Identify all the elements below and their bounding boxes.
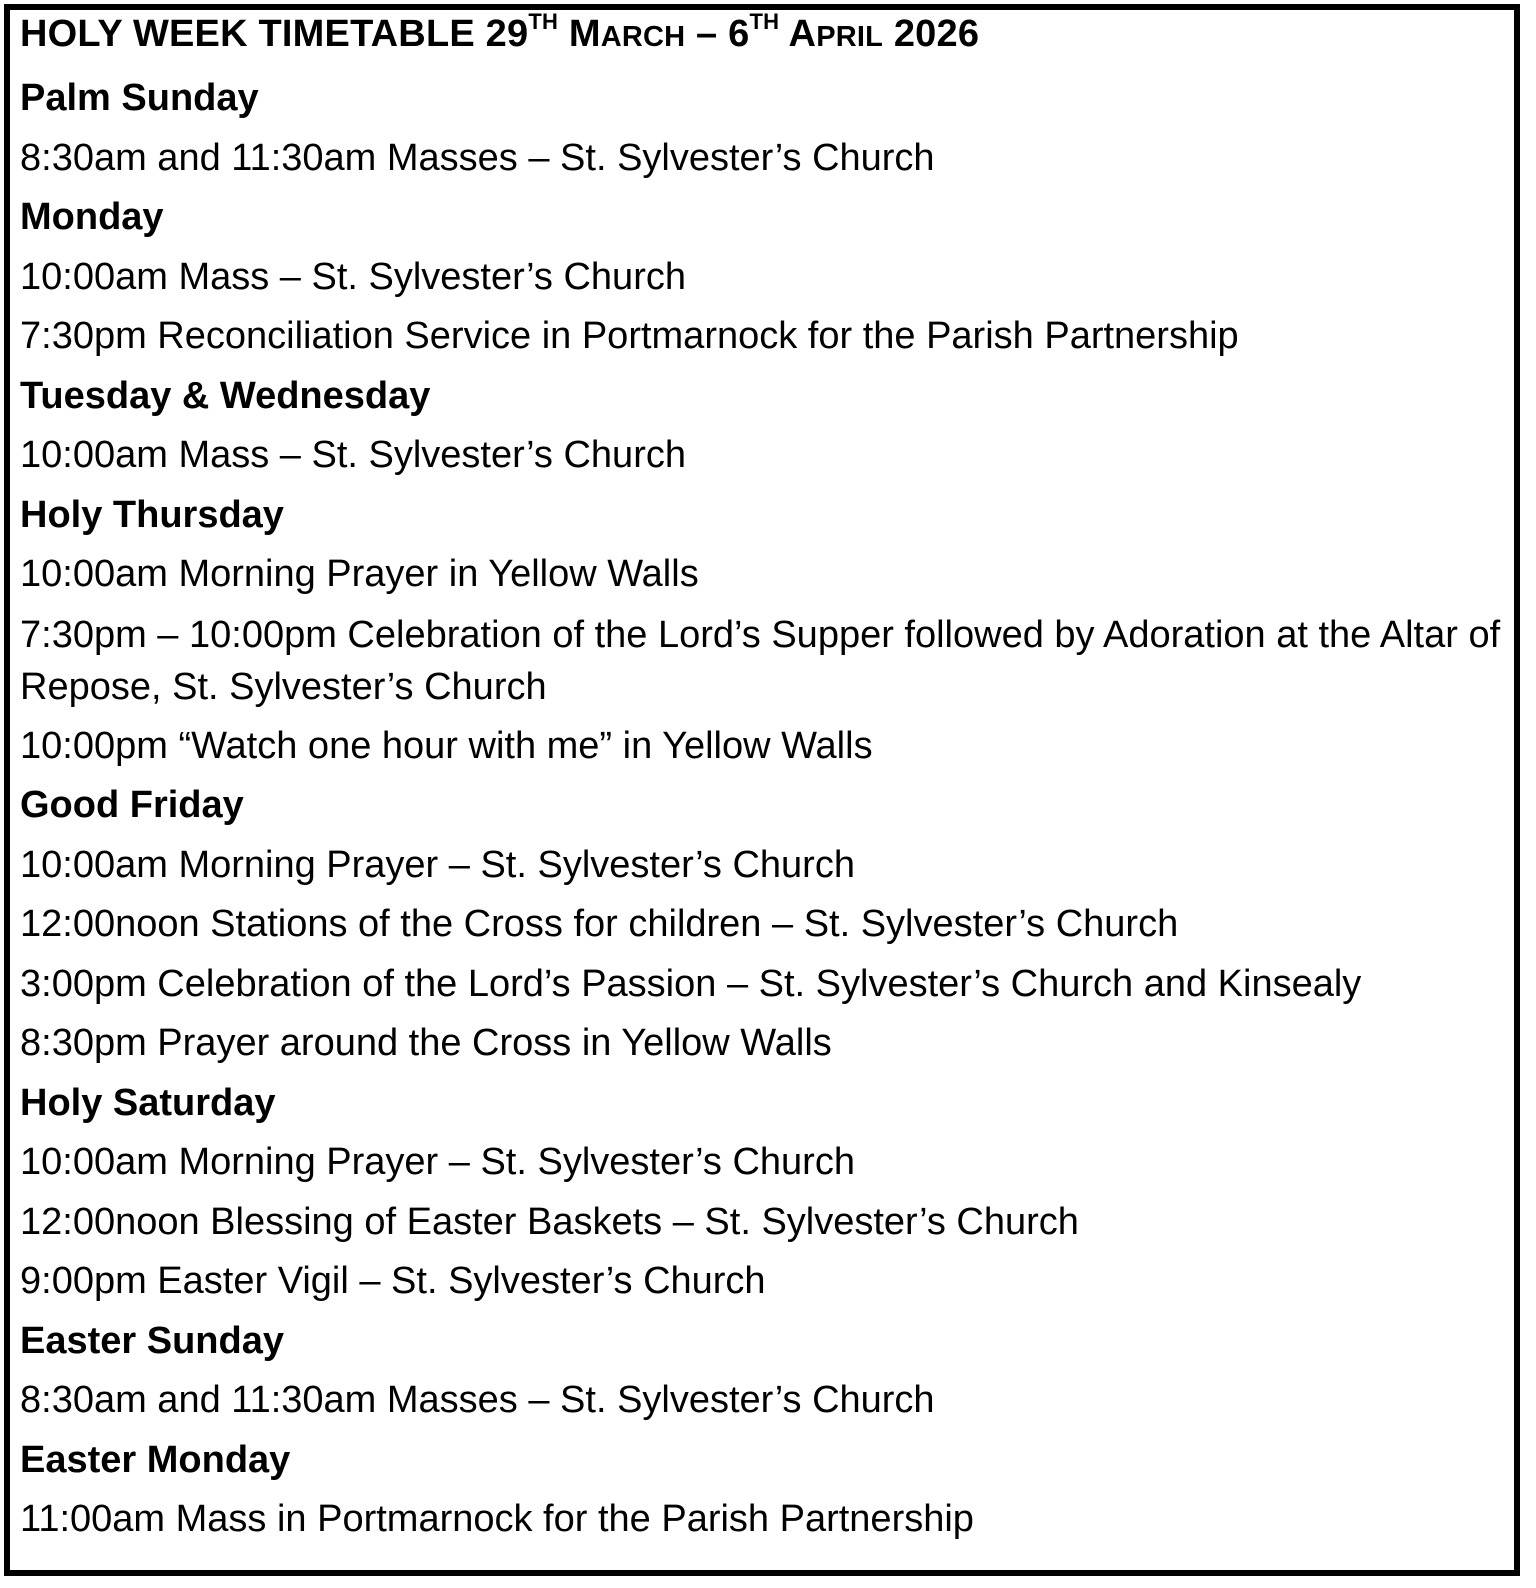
day-section bbox=[20, 486, 1510, 777]
schedule-entry: 8:30pm Prayer around the Cross in Yellow Walls bbox=[20, 1022, 832, 1064]
schedule-entry: 9:00pm Easter Vigil – St. Sylvester’s Church bbox=[20, 1260, 766, 1302]
title-month-2-initial: A bbox=[788, 13, 817, 55]
schedule-entry: 10:00am Mass – St. Sylvester’s Church bbox=[20, 255, 686, 298]
schedule-entry: 7:30pm – 10:00pm Celebration of the Lord’s Supper followed by Adoration at the Altar of Repose, St. Sylvester’s Church bbox=[20, 613, 1501, 708]
schedule-entry: 8:30am and 11:30am Masses – St. Sylvester’s Church bbox=[20, 136, 935, 179]
day-section bbox=[20, 188, 1510, 367]
day-section bbox=[20, 1312, 1510, 1431]
schedule-entry: 7:30pm Reconciliation Service in Portmarnock for the Parish Partnership bbox=[20, 315, 1239, 357]
title-month-2-rest: PRIL bbox=[816, 21, 884, 53]
title-range-end: – 6 bbox=[685, 13, 750, 55]
schedule-entry: 10:00am Morning Prayer – St. Sylvester’s Church bbox=[20, 843, 855, 886]
title-month-1-rest: ARCH bbox=[600, 21, 686, 53]
day-heading: Easter Monday bbox=[20, 1438, 291, 1481]
timetable-content bbox=[20, 10, 1510, 1550]
day-heading: Holy Saturday bbox=[20, 1081, 276, 1124]
day-heading: Monday bbox=[20, 196, 164, 238]
title-year: 2026 bbox=[893, 13, 980, 55]
day-section bbox=[20, 367, 1510, 486]
schedule-entry: 3:00pm Celebration of the Lord’s Passion – St. Sylvester’s Church and Kinsealy bbox=[20, 962, 1362, 1005]
day-heading: Tuesday & Wednesday bbox=[20, 374, 431, 417]
title-ordinal-2: TH bbox=[749, 9, 780, 35]
day-heading: Palm Sunday bbox=[20, 77, 259, 119]
schedule-entry: 12:00noon Blessing of Easter Baskets – St. Sylvester’s Church bbox=[20, 1200, 1079, 1243]
day-section bbox=[20, 1074, 1510, 1312]
page-title bbox=[20, 10, 1510, 69]
schedule-entry: 10:00am Mass – St. Sylvester’s Church bbox=[20, 434, 686, 476]
day-heading: Holy Thursday bbox=[20, 493, 284, 536]
title-prefix: HOLY WEEK TIMETABLE 29 bbox=[20, 13, 529, 55]
title-month-1-initial: M bbox=[568, 13, 601, 55]
day-section bbox=[20, 69, 1510, 188]
schedule-entry: 10:00am Morning Prayer – St. Sylvester’s Church bbox=[20, 1141, 855, 1183]
day-list bbox=[20, 69, 1510, 1550]
schedule-entry: 10:00am Morning Prayer in Yellow Walls bbox=[20, 553, 699, 595]
day-heading: Easter Sunday bbox=[20, 1319, 284, 1362]
schedule-entry: 8:30am and 11:30am Masses – St. Sylvester’s Church bbox=[20, 1379, 935, 1421]
title-ordinal-1: TH bbox=[528, 9, 559, 35]
schedule-entry: 11:00am Mass in Portmarnock for the Parish Partnership bbox=[20, 1498, 974, 1540]
day-section bbox=[20, 776, 1510, 1074]
day-section bbox=[20, 1431, 1510, 1550]
schedule-entry: 12:00noon Stations of the Cross for children – St. Sylvester’s Church bbox=[20, 903, 1179, 945]
day-heading: Good Friday bbox=[20, 784, 244, 826]
schedule-entry: 10:00pm “Watch one hour with me” in Yellow Walls bbox=[20, 724, 873, 767]
